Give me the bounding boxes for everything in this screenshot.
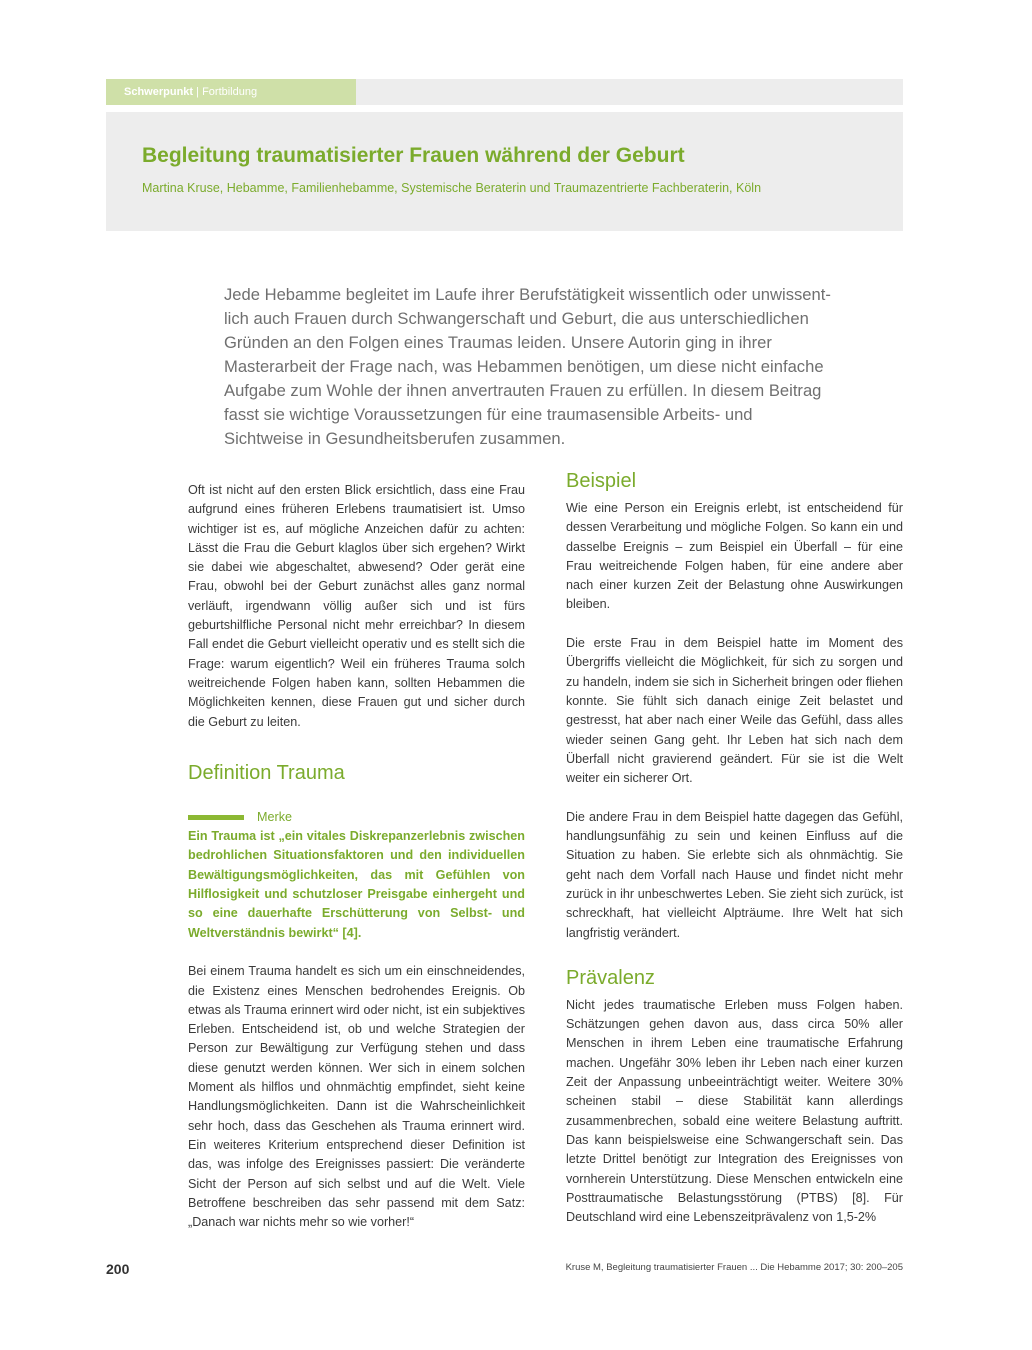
definition-heading: Definition Trauma xyxy=(188,761,345,784)
abstract-line: Sichtweise in Gesundheitsberufen zusammen. xyxy=(224,429,566,448)
section-bar xyxy=(106,79,903,105)
left-column xyxy=(188,481,525,1232)
section-sublabel: Fortbildung xyxy=(202,86,258,98)
abstract-line: fasst sie wichtige Voraussetzungen für eine traumasensible Arbeits- und xyxy=(224,405,753,424)
article-header xyxy=(106,112,903,231)
section-label: Schwerpunkt xyxy=(124,86,194,98)
definition-paragraph: Bei einem Trauma handelt es sich um ein einschneidendes, die Existenz eines Menschen bedrohendes Ereignis. Ob etwas als Trauma erinnert wird oder nicht, ist ein subjektives Erleben. Entscheidend ist, ob und welche Strategien der Person zur Bewältigung zur Verfügung stehen und dass diese genutzt werden können. Wer sich in einem solchen Moment als hilflos und ohnmächtig empfindet, sieht keine Handlungsmöglichkeiten. Dann ist die Wahrscheinlichkeit sehr hoch, dass das Geschehen als Trauma erinnert wird. Ein weiteres Kriterium entsprechend dieser Definition ist das, was infolge des Ereignisses passiert: Die veränderte Sicht der Person auf sich selbst und auf die Welt. Viele Betroffene beschreiben das sehr passend mit dem Satz: „Danach war nichts mehr so wie vorher!“ xyxy=(188,964,525,1230)
praevalenz-paragraph: Nicht jedes traumatische Erleben muss Folgen haben. Schätzungen gehen davon aus, dass circa 50% aller Menschen in ihrem Leben eine traumatische Erfahrung machen. Ungefähr 30% leben ihr Leben nach einer kurzen Zeit der Anpassung unbeeinträchtigt weiter. Weitere 30% scheinen stabil – diese Stabilität kann allerdings zusammenbrechen, sobald eine weitere Belastung auftritt. Das kann beispielsweise eine Schwangerschaft sein. Das letzte Drittel benötigt zur Integration des Ereignisses von vornherein Unterstützung. Diese Menschen entwickeln eine Posttraumatische Belastungsstörung (PTBS) [8]. Für Deutschland wird eine Lebenszeitprävalenz von 1,5-2% xyxy=(566,997,903,1225)
article-authors: Martina Kruse, Hebamme, Familienhebamme, Systemische Beraterin und Traumazentrierte Fachberaterin, Köln xyxy=(142,181,762,195)
section-separator: | xyxy=(196,86,199,98)
abstract-line: lich auch Frauen durch Schwangerschaft und Geburt, die aus unterschiedlichen xyxy=(224,309,809,328)
intro-paragraph: Oft ist nicht auf den ersten Blick ersichtlich, dass eine Frau aufgrund eines früheren Erlebens traumatisiert ist. Umso wichtiger ist es, auf mögliche Anzeichen dafür zu achten: Lässt die Frau die Geburt klaglos über sich ergehen? Wirkt sie dabei wie abgeschaltet, abwesend? Oder gerät eine Frau, obwohl bei der Geburt zunächst alles ganz normal verläuft, irgendwann völlig außer sich und ist fürs geburtshilfliche Personal nicht mehr erreichbar? In diesem Fall endet die Geburt vielleicht operativ und es stellt sich die Frage: warum eigentlich? Weil ein früheres Trauma solch weitreichende Folgen haben kann, sollten Hebammen die Möglichkeiten kennen, diese Frauen gut und sicher durch die Geburt zu leiten. xyxy=(188,483,525,729)
abstract xyxy=(224,283,884,451)
beispiel-paragraph-1: Wie eine Person ein Ereignis erlebt, ist entscheidend für dessen Verarbeitung und mögliche Folgen. So kann ein und dasselbe Ereignis – zum Beispiel ein Überfall – für eine Frau weitreichende Folgen haben, für eine andere aber nach einer kurzen Zeit der Belastung ohne Auswirkungen bleiben. xyxy=(566,501,903,612)
abstract-line: Aufgabe zum Wohle der ihnen anvertrauten Frauen zu erfüllen. In diesem Beitrag xyxy=(224,381,822,400)
praevalenz-heading: Prävalenz xyxy=(566,966,655,989)
beispiel-heading: Beispiel xyxy=(566,470,637,492)
abstract-line: Gründen an den Folgen eines Traumas leiden. Unsere Autorin ging in ihrer xyxy=(224,333,772,352)
article-title: Begleitung traumatisierter Frauen während der Geburt xyxy=(142,144,685,167)
merke-bar xyxy=(188,815,244,820)
merke-label-row xyxy=(188,808,525,827)
page-number: 200 xyxy=(106,1261,130,1277)
merke-text: Ein Trauma ist „ein vitales Diskrepanzerlebnis zwischen bedrohlichen Situationsfaktoren und den individuellen Bewältigungsmöglichkeiten, das mit Gefühlen von Hilflosigkeit und schutzloser Preisgabe einhergeht und so eine dauerhafte Erschütterung von Selbst- und Weltverständnis bewirkt“ [4]. xyxy=(188,829,525,940)
merke-label: Merke xyxy=(257,809,292,824)
beispiel-paragraph-2: Die erste Frau in dem Beispiel hatte im Moment des Übergriffs vielleicht die Möglichkeit, für sich zu sorgen und zu handeln, indem sie sich in Sicherheit bringen oder fliehen konnte. Sie fühlt sich danach einige Zeit belastet und gestresst, hat aber nach einer Weile das Gefühl, dass alles wieder seinen Gang geht. Ihr Leben hat sich nach dem Überfall nicht gravierend geändert. Für sie ist die Welt weiter ein sicherer Ort. xyxy=(566,636,903,786)
abstract-line: Jede Hebamme begleitet im Laufe ihrer Berufstätigkeit wissentlich oder unwissent- xyxy=(224,285,831,304)
abstract-line: Masterarbeit der Frage nach, was Hebammen benötigen, um diese nicht einfache xyxy=(224,357,824,376)
merke-box xyxy=(188,808,525,943)
section-tab xyxy=(106,79,356,105)
footer-citation: Kruse M, Begleitung traumatisierter Frauen ... Die Hebamme 2017; 30: 200–205 xyxy=(565,1262,903,1273)
right-column xyxy=(566,468,903,1227)
beispiel-paragraph-3: Die andere Frau in dem Beispiel hatte dagegen das Gefühl, handlungsunfähig zu sein und keinen Einfluss auf die Situation zu haben. Sie erlebte sich als ohnmächtig. Sie geht nach dem Vorfall nach Hause und findet nicht mehr zurück in ihr unbeschwertes Leben. Sie zieht sich zurück, ist schreckhaft, hat vielleicht Alpträume. Ihre Welt hat sich langfristig verändert. xyxy=(566,809,903,940)
